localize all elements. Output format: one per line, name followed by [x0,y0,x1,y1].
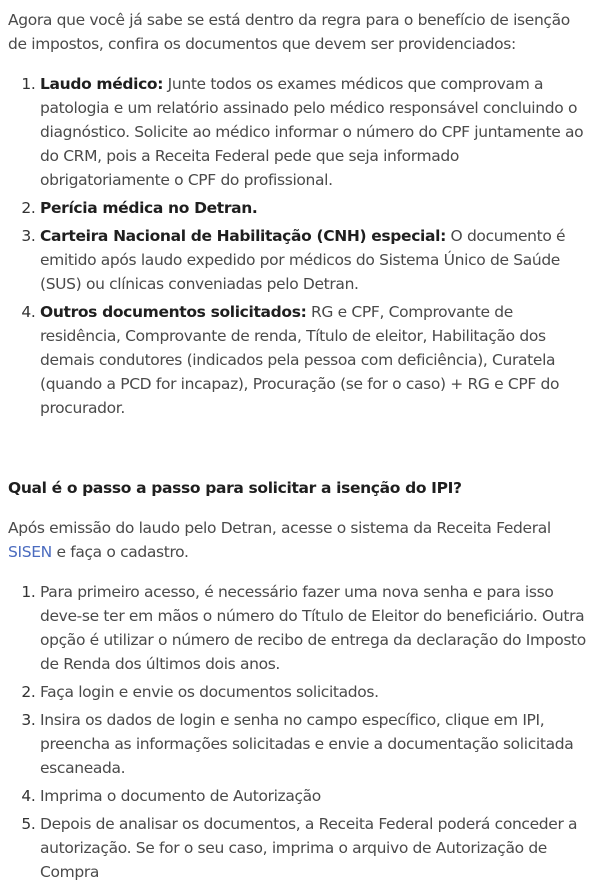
item-title: Outros documentos solicitados: [40,303,307,321]
documents-list [8,72,590,420]
list-item: 5. Depois de analisar os documentos, a Receita Federal poderá conceder a autorização. Se for o seu caso, imprima o arquivo de Autorização de Compra [40,812,590,884]
list-item [40,72,590,192]
item-text: O documento é emitido após laudo expedido por médicos do Sistema Único de Saúde (SUS) ou clínicas conveniadas pelo Detran. [40,227,566,293]
steps-intro-after: e faça o cadastro. [51,543,189,561]
list-item: 4. Imprima o documento de Autorização [40,784,590,808]
steps-list [8,580,590,884]
steps-intro-before: Após emissão do laudo pelo Detran, acesse o sistema da Receita Federal [8,519,551,537]
section-heading: Qual é o passo a passo para solicitar a isenção do IPI? [8,479,462,497]
section-spacer [8,424,590,476]
sisen-link[interactable]: SISEN [8,543,52,561]
item-text: RG e CPF, Comprovante de residência, Comprovante de renda, Título de eleitor, Habilitação dos demais condutores (indicados pela pessoa com deficiência), Curatela (quando a PCD for incapaz), Procuração (se for o caso) + RG e CPF do procurador. [40,303,560,417]
item-title: Perícia médica no Detran. [40,199,258,217]
steps-intro-paragraph [8,516,590,564]
item-text: Junte todos os exames médicos que comprovam a patologia e um relatório assinado pelo médico responsável concluindo o diagnóstico. Solicite ao médico informar o número do CPF juntamente ao do CRM, pois a Receita Federal pede que seja informado obrigatoriamente o CPF do profissional. [40,75,584,189]
list-item [40,196,590,220]
item-title: Laudo médico: [40,75,164,93]
intro-paragraph: Agora que você já sabe se está dentro da regra para o benefício de isenção de impostos, confira os documentos que devem ser providenciados: [8,11,570,53]
list-item [40,300,590,420]
list-item: 2. Faça login e envie os documentos solicitados. [40,680,590,704]
list-item [40,224,590,296]
item-title: Carteira Nacional de Habilitação (CNH) especial: [40,227,446,245]
list-item: 1. Para primeiro acesso, é necessário fazer uma nova senha e para isso deve-se ter em mãos o número do Título de Eleitor do beneficiário. Outra opção é utilizar o número de recibo de entrega da declaração do Imposto de Renda dos últimos dois anos. [40,580,590,676]
list-item: 3. Insira os dados de login e senha no campo específico, clique em IPI, preencha as informações solicitadas e envie a documentação solicitada escaneada. [40,708,590,780]
